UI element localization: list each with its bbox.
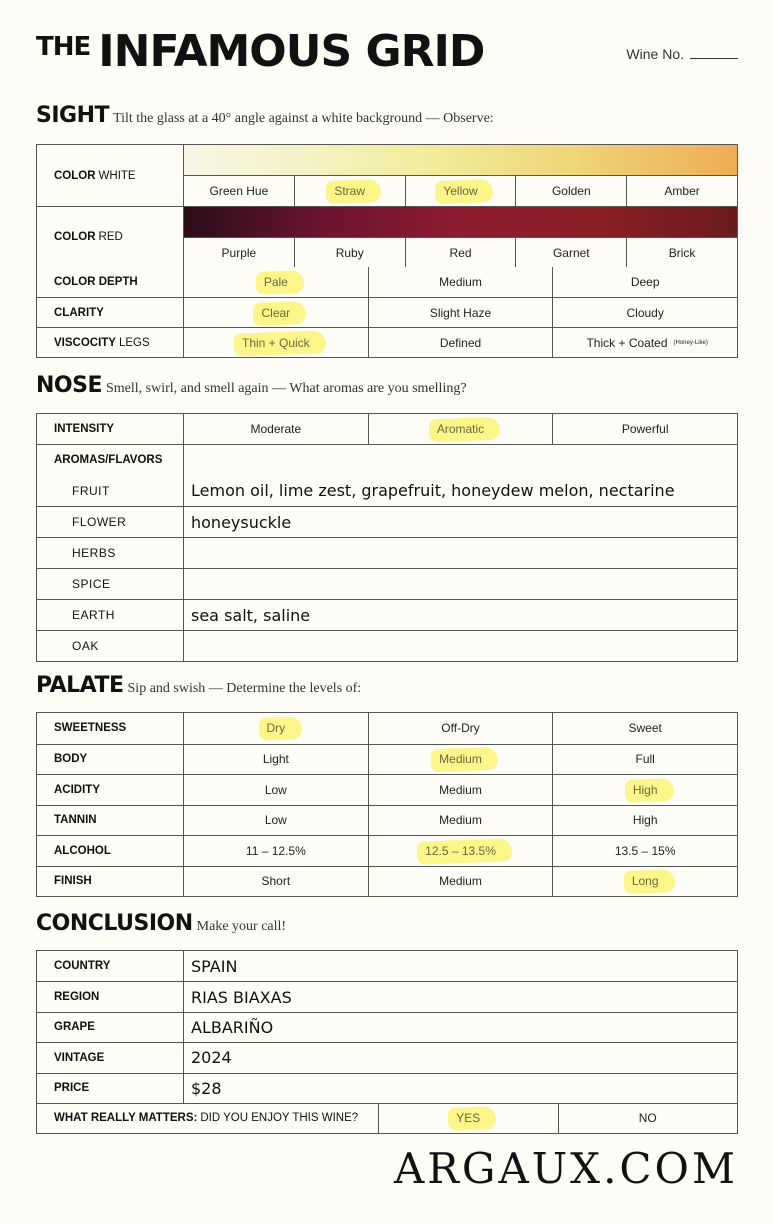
aroma-label-spice: SPICE <box>37 569 184 599</box>
sight-subtitle: Tilt the glass at a 40° angle against a white background — Observe: <box>113 111 494 126</box>
alcohol-label: ALCOHOL <box>37 836 184 866</box>
color-depth-option-medium-text: Medium <box>439 275 482 289</box>
color-white-option-green-hue-text: Green Hue <box>209 184 269 198</box>
color-depth-row <box>37 267 737 297</box>
intensity-option-moderate[interactable] <box>184 414 368 444</box>
clarity-option-cloudy-text: Cloudy <box>626 305 664 320</box>
finish-label: FINISH <box>37 867 184 897</box>
enjoy-option-no-text: NO <box>638 1111 657 1126</box>
conclusion-subtitle: Make your call! <box>196 919 287 934</box>
conclusion-title: CONCLUSION <box>36 911 193 936</box>
aroma-row-fruit <box>37 475 737 506</box>
page-title <box>36 26 484 77</box>
aroma-row-spice <box>37 568 737 599</box>
acidity-option-high[interactable] <box>552 775 737 805</box>
enjoy-row <box>37 1103 737 1133</box>
color-white-option-straw[interactable] <box>294 176 405 206</box>
sight-title: SIGHT <box>36 103 110 128</box>
finish-option-long[interactable] <box>552 867 737 897</box>
viscocity-option-thick-coated-note: (Honey-Like) <box>673 339 708 346</box>
sweetness-option-dry[interactable] <box>184 713 368 744</box>
region-label: REGION <box>37 982 184 1011</box>
vintage-row <box>37 1042 737 1072</box>
clarity-option-clear-text: Clear <box>257 305 294 321</box>
conclusion-grid <box>36 950 738 1134</box>
nose-heading <box>36 373 467 398</box>
color-red-option-ruby-text: Ruby <box>335 245 364 260</box>
aroma-label-oak: OAK <box>37 631 184 661</box>
color-white-option-straw-text: Straw <box>330 183 369 199</box>
finish-option-medium-text: Medium <box>439 874 482 889</box>
finish-option-long-text: Long <box>628 873 663 889</box>
viscocity-label: VISCOCITY LEGS <box>37 328 184 357</box>
alcohol-option-13-5-15-text: 13.5 – 15% <box>614 843 676 858</box>
color-white-option-golden-text: Golden <box>551 184 591 198</box>
sweetness-option-sweet[interactable] <box>552 713 737 744</box>
color-depth-option-deep[interactable] <box>552 267 737 297</box>
price-row <box>37 1073 737 1103</box>
alcohol-option-12-5-13-5-text: 12.5 – 13.5% <box>421 843 500 859</box>
body-option-full-text: Full <box>635 752 655 767</box>
acidity-option-medium[interactable] <box>368 775 553 805</box>
aroma-label-herbs: HERBS <box>37 538 184 568</box>
finish-option-medium[interactable] <box>368 867 553 897</box>
color-white-option-yellow-text: Yellow <box>439 183 481 199</box>
aroma-field-herbs[interactable] <box>184 538 737 568</box>
aroma-field-fruit[interactable]: Lemon oil, lime zest, grapefruit, honeydew melon, nectarine <box>191 481 675 500</box>
clarity-option-slight-haze-text: Slight Haze <box>429 305 492 320</box>
acidity-option-low[interactable] <box>184 775 368 805</box>
intensity-option-powerful-text: Powerful <box>621 422 669 436</box>
enjoy-option-yes-text: YES <box>452 1110 484 1126</box>
color-white-option-yellow[interactable] <box>405 176 516 206</box>
grape-field[interactable]: ALBARIÑO <box>191 1017 274 1037</box>
alcohol-option-11-12-5[interactable] <box>184 836 368 866</box>
viscocity-option-defined[interactable] <box>368 328 553 357</box>
tannin-option-medium[interactable] <box>368 806 553 836</box>
country-row <box>37 951 737 981</box>
red-color-gradient <box>184 207 737 238</box>
alcohol-option-12-5-13-5[interactable] <box>368 836 553 866</box>
color-red-row <box>37 206 737 267</box>
color-white-option-amber-text: Amber <box>664 184 700 198</box>
finish-row <box>37 866 737 897</box>
aroma-row-earth <box>37 599 737 630</box>
color-red-option-garnet[interactable] <box>515 238 626 267</box>
conclusion-heading <box>36 911 286 936</box>
viscocity-option-thin-quick-text: Thin + Quick <box>238 335 314 351</box>
color-red-option-ruby[interactable] <box>294 238 405 267</box>
clarity-row <box>37 297 737 327</box>
aroma-field-flower[interactable]: honeysuckle <box>191 512 292 532</box>
aroma-field-earth[interactable]: sea salt, saline <box>191 605 311 625</box>
aroma-field-oak[interactable] <box>184 631 737 661</box>
color-depth-label: COLOR DEPTH <box>37 267 184 297</box>
clarity-option-slight-haze[interactable] <box>368 298 553 327</box>
color-white-row <box>37 145 737 206</box>
country-label: COUNTRY <box>37 951 184 981</box>
alcohol-row <box>37 835 737 866</box>
palate-subtitle: Sip and swish — Determine the levels of: <box>127 681 362 696</box>
intensity-option-powerful[interactable] <box>552 414 737 444</box>
wine-number-field[interactable] <box>626 46 738 62</box>
tannin-label: TANNIN <box>37 806 184 836</box>
body-option-light[interactable] <box>184 745 368 775</box>
color-white-label: COLOR WHITE <box>37 145 184 206</box>
tannin-option-high-text: High <box>632 813 658 828</box>
sweetness-label: SWEETNESS <box>37 713 184 744</box>
viscocity-row <box>37 327 737 357</box>
sight-grid <box>36 144 738 358</box>
tannin-option-low[interactable] <box>184 806 368 836</box>
title-small: THE <box>36 32 91 62</box>
enjoy-option-no[interactable] <box>558 1104 738 1133</box>
color-red-option-purple[interactable] <box>184 238 294 267</box>
palate-title: PALATE <box>36 673 124 698</box>
acidity-option-high-text: High <box>629 782 662 798</box>
color-red-option-red[interactable] <box>405 238 516 267</box>
argaux-logo[interactable]: ARGAUX.COM <box>393 1144 738 1193</box>
intensity-row <box>37 414 737 444</box>
acidity-option-medium-text: Medium <box>439 782 482 797</box>
grape-label: GRAPE <box>37 1013 184 1042</box>
acidity-row <box>37 774 737 805</box>
sweetness-option-off-dry-text: Off-Dry <box>441 721 480 736</box>
aroma-label-earth: EARTH <box>37 600 184 630</box>
color-red-option-brick-text: Brick <box>668 245 696 260</box>
grape-row <box>37 1012 737 1042</box>
aroma-label-flower: FLOWER <box>37 507 184 537</box>
wine-number-label: Wine No. <box>626 46 684 62</box>
color-white-option-amber[interactable] <box>626 176 737 206</box>
body-label: BODY <box>37 745 184 775</box>
color-depth-option-medium[interactable] <box>368 267 553 297</box>
sweetness-option-off-dry[interactable] <box>368 713 553 744</box>
viscocity-option-thin-quick[interactable] <box>184 328 368 357</box>
acidity-label: ACIDITY <box>37 775 184 805</box>
sight-heading <box>36 103 494 128</box>
aroma-row-flower <box>37 506 737 537</box>
region-row <box>37 981 737 1011</box>
finish-option-short[interactable] <box>184 867 368 897</box>
price-field[interactable]: $28 <box>191 1078 222 1098</box>
color-red-label: COLOR RED <box>37 207 184 267</box>
color-depth-option-pale-text: Pale <box>260 274 292 290</box>
nose-grid <box>36 413 738 662</box>
alcohol-option-13-5-15[interactable] <box>552 836 737 866</box>
vintage-label: VINTAGE <box>37 1043 184 1072</box>
aromas-header-row <box>37 444 737 475</box>
aroma-row-herbs <box>37 537 737 568</box>
viscocity-option-thick-coated[interactable] <box>552 328 737 357</box>
nose-subtitle: Smell, swirl, and smell again — What aromas are you smelling? <box>106 381 467 396</box>
aroma-row-oak <box>37 630 737 661</box>
palate-grid <box>36 712 738 897</box>
tannin-option-high[interactable] <box>552 806 737 836</box>
title-big: INFAMOUS GRID <box>98 26 485 77</box>
body-row <box>37 744 737 775</box>
body-option-medium[interactable] <box>368 745 553 775</box>
viscocity-option-defined-text: Defined <box>439 335 482 350</box>
clarity-option-clear[interactable] <box>184 298 368 327</box>
price-label: PRICE <box>37 1074 184 1103</box>
clarity-label: CLARITY <box>37 298 184 327</box>
aromas-header-blank[interactable] <box>184 445 737 475</box>
color-white-option-green-hue[interactable] <box>184 176 294 206</box>
intensity-option-aromatic-text: Aromatic <box>433 421 488 437</box>
aromas-label: AROMAS/FLAVORS <box>37 445 184 475</box>
color-white-option-golden[interactable] <box>515 176 626 206</box>
enjoy-label: WHAT REALLY MATTERS: DID YOU ENJOY THIS WINE? <box>37 1104 379 1133</box>
viscocity-option-thick-coated-text: Thick + Coated <box>586 335 668 350</box>
finish-option-short-text: Short <box>261 874 291 889</box>
intensity-option-aromatic[interactable] <box>368 414 553 444</box>
color-red-option-garnet-text: Garnet <box>552 245 590 260</box>
tannin-option-medium-text: Medium <box>439 813 482 828</box>
color-red-option-red-text: Red <box>449 245 472 260</box>
sweetness-option-dry-text: Dry <box>263 720 290 736</box>
color-red-option-brick[interactable] <box>626 238 737 267</box>
sweetness-option-sweet-text: Sweet <box>628 721 662 736</box>
wine-number-blank[interactable] <box>690 58 738 59</box>
body-option-light-text: Light <box>262 752 289 767</box>
region-field[interactable]: RIAS BIAXAS <box>191 987 292 1007</box>
vintage-field[interactable]: 2024 <box>191 1048 232 1068</box>
color-depth-option-pale[interactable] <box>184 267 368 297</box>
country-field[interactable]: SPAIN <box>191 956 238 976</box>
intensity-option-moderate-text: Moderate <box>250 422 302 436</box>
enjoy-option-yes[interactable] <box>379 1104 558 1133</box>
aroma-field-spice[interactable] <box>184 569 737 599</box>
alcohol-option-11-12-5-text: 11 – 12.5% <box>245 843 306 858</box>
acidity-option-low-text: Low <box>264 782 287 797</box>
tannin-option-low-text: Low <box>264 813 287 828</box>
color-red-option-purple-text: Purple <box>221 245 257 260</box>
color-depth-option-deep-text: Deep <box>630 275 660 289</box>
body-option-medium-text: Medium <box>435 751 486 767</box>
clarity-option-cloudy[interactable] <box>552 298 737 327</box>
nose-title: NOSE <box>36 373 102 398</box>
aroma-label-fruit: FRUIT <box>37 475 184 506</box>
sweetness-row <box>37 713 737 744</box>
white-color-gradient <box>184 145 737 176</box>
palate-heading <box>36 673 361 698</box>
body-option-full[interactable] <box>552 745 737 775</box>
intensity-label: INTENSITY <box>37 414 184 444</box>
tannin-row <box>37 805 737 836</box>
